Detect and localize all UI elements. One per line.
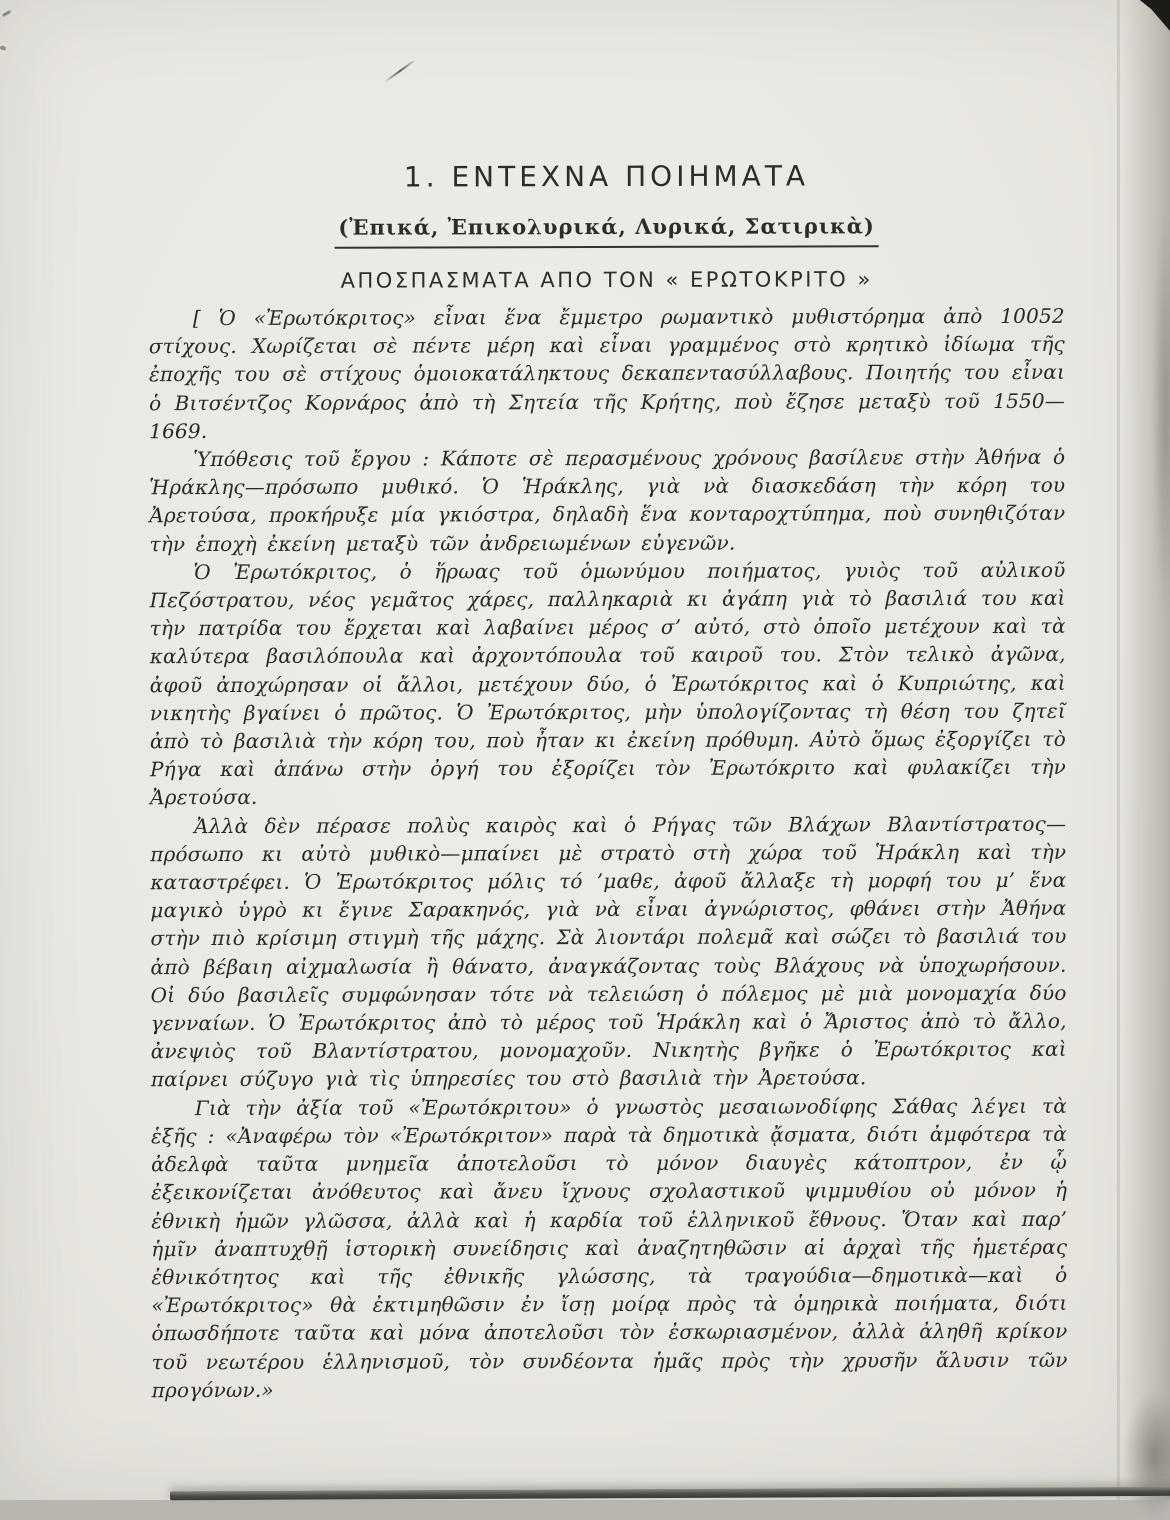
page-corner-smudge bbox=[1124, 1390, 1170, 1520]
page-edge-smudge bbox=[1152, 200, 1170, 620]
page-crease-line bbox=[1117, 0, 1120, 1500]
body-text bbox=[149, 302, 1068, 1404]
page-content bbox=[148, 0, 1064, 1]
page-title: 1. ΕΝΤΕΧΝΑ ΠΟΙΗΜΑΤΑ bbox=[148, 159, 1064, 194]
paragraph-war-and-duel: Ἀλλὰ δὲν πέρασε πολὺς καιρὸς καὶ ὁ Ρήγας τῶν Βλάχων Βλαντίστρατος—πρόσωπο κι αὐτὸ μυθικὸ—μπαίνει μὲ στρατὸ στὴ χώρα τοῦ Ἡράκλη καὶ τὴν καταστρέφει. Ὁ Ἐρωτόκριτος μόλις τό ’μαθε, ἀφοῦ ἄλλαξε τὴ μορφή του μ’ ἕνα μαγικὸ ὑγρὸ κι ἔγινε Σαρακηνός, γιὰ νὰ εἶναι ἀγνώριστος, φθάνει στὴν Ἀθήνα στὴν πιὸ κρίσιμη στιγμὴ τῆς μάχης. Σὰ λιοντάρι πολεμᾶ καὶ σώζει τὸ βασιλιά του ἀπὸ βέβαιη αἰχμαλωσία ἢ θάνατο, ἀναγκάζοντας τοὺς Βλάχους νὰ ὑποχωρήσουν. Οἱ δύο βασιλεῖς συμφώνησαν τότε νὰ τελειώση ὁ πόλεμος μὲ μιὰ μονομαχία δύο γενναίων. Ὁ Ἐρωτόκριτος ἀπὸ τὸ μέρος τοῦ Ἡράκλη καὶ ὁ Ἄριστος ἀπὸ τὸ ἄλλο, ἀνεψιὸς τοῦ Βλαντίστρατου, μονομαχοῦν. Νικητὴς βγῆκε ὁ Ἐρωτόκριτος καὶ παίρνει σύζυγο γιὰ τὶς ὑπηρεσίες του στὸ βασιλιὰ τὴν Ἀρετούσα. bbox=[150, 809, 1067, 1093]
section-heading: ΑΠΟΣΠΑΣΜΑΤΑ ΑΠΟ ΤΟΝ « ΕΡΩΤΟΚΡΙΤΟ » bbox=[149, 267, 1065, 293]
paragraph-intro: [ Ὁ «Ἐρωτόκριτος» εἶναι ἕνα ἔμμετρο ρωμαντικὸ μυθιστόρημα ἀπὸ 10052 στίχους. Χωρίζεται σὲ πέντε μέρη καὶ εἶναι γραμμένος στὸ κρητικὸ ἰδίωμα τῆς ἐποχῆς του σὲ στίχους ὁμοιοκατάληκτους δεκαπεντασύλλαβους. Ποιητής του εἶναι ὁ Βιτσέντζος Κορνάρος ἀπὸ τὴ Σητεία τῆς Κρήτης, ποὺ ἔζησε μεταξὺ τοῦ 1550—1669. bbox=[149, 302, 1065, 445]
paragraph-hypothesis: Ὑπόθεσις τοῦ ἔργου : Κάποτε σὲ περασμένους χρόνους βασίλευε στὴν Ἀθήνα ὁ Ἡράκλης—πρόσωπο μυθικό. Ὁ Ἡράκλης, γιὰ νὰ διασκεδάση τὴν κόρη του Ἀρετούσα, προκήρυξε μία γκιόστρα, δηλαδὴ ἕνα κονταροχτύπημα, ποὺ συνηθιζόταν τὴν ἐποχὴ ἐκείνη μεταξὺ τῶν ἀνδρειωμένων εὐγενῶν. bbox=[149, 443, 1065, 558]
page-bottom-edge-shadow bbox=[170, 1487, 1170, 1500]
subtitle-wrap bbox=[149, 213, 1065, 249]
margin-tick-mark bbox=[2, 10, 11, 17]
paragraph-erotokritos-joust: Ὁ Ἐρωτόκριτος, ὁ ἥρωας τοῦ ὁμωνύμου ποιήματος, γυιὸς τοῦ αὐλικοῦ Πεζόστρατου, νέος γεμᾶτος χάρες, παλληκαριὰ κι ἀγάπη γιὰ τὸ βασιλιά του καὶ τὴν πατρίδα του ἔρχεται καὶ λαβαίνει μέρος σ’ αὐτό, στὸ ὁποῖο μετέχουν καὶ τὰ καλύτερα βασιλόπουλα καὶ ἀρχοντόπουλα τοῦ καιροῦ του. Στὸν τελικὸ ἀγῶνα, ἀφοῦ ἀποχώρησαν οἱ ἄλλοι, μετέχουν δύο, ὁ Ἐρωτόκριτος καὶ ὁ Κυπριώτης, καὶ νικητὴς βγαίνει ὁ πρῶτος. Ὁ Ἐρωτόκριτος, μὴν ὑπολογίζοντας τὴ θέση του ζητεῖ ἀπὸ τὸ βασιλιὰ τὴν κόρη του, ποὺ ἦταν κι ἐκείνη πρόθυμη. Αὐτὸ ὅμως ἐξοργίζει τὸ Ρήγα καὶ ἀπάνω στὴν ὀργή του ἐξορίζει τὸν Ἐρωτόκριτο καὶ φυλακίζει τὴν Ἀρετούσα. bbox=[149, 556, 1066, 812]
paragraph-sathas-quote: Γιὰ τὴν ἀξία τοῦ «Ἐρωτόκριτου» ὁ γνωστὸς μεσαιωνοδίφης Σάθας λέγει τὰ ἑξῆς : «Ἀναφέρω τὸν «Ἐρωτόκριτον» παρὰ τὰ δημοτικὰ ᾄσματα, διότι ἀμφότερα τὰ ἀδελφὰ ταῦτα μνημεῖα ἀποτελοῦσι τὸ μόνον διαυγὲς κάτοπτρον, ἐν ᾧ ἐξεικονίζεται ἀνόθευτος καὶ ἄνευ ἴχνους σχολαστικοῦ ψιμμυθίου οὐ μόνον ἡ ἐθνικὴ ἡμῶν γλῶσσα, ἀλλὰ καὶ ἡ καρδία τοῦ ἑλληνικοῦ ἔθνους. Ὅταν καὶ παρ’ ἡμῖν ἀναπτυχθῇ ἱστορικὴ συνείδησις καὶ ἀναζητηθῶσιν αἱ ἀρχαὶ τῆς ἡμετέρας ἐθνικότητος καὶ τῆς ἐθνικῆς γλώσσης, τὰ τραγούδια—δημοτικὰ—καὶ ὁ «Ἐρωτόκριτος» θὰ ἐκτιμηθῶσιν ἐν ἴσῃ μοίρᾳ πρὸς τὰ ὁμηρικὰ ποιήματα, διότι ὁπωσδήποτε ταῦτα καὶ μόνα ἀποτελοῦσι τὸν ἐσκωριασμένον, ἀλλὰ ἀληθῆ κρίκον τοῦ νεωτέρου ἑλληνισμοῦ, τὸν συνδέοντα ἡμᾶς πρὸς τὴν χρυσῆν ἅλυσιν τῶν προγόνων.» bbox=[151, 1091, 1068, 1404]
page-subtitle: (Ἐπικά, Ἐπικολυρικά, Λυρικά, Σατιρικὰ) bbox=[334, 213, 879, 248]
margin-tick-mark bbox=[0, 45, 7, 51]
pen-slash-mark bbox=[386, 60, 415, 82]
